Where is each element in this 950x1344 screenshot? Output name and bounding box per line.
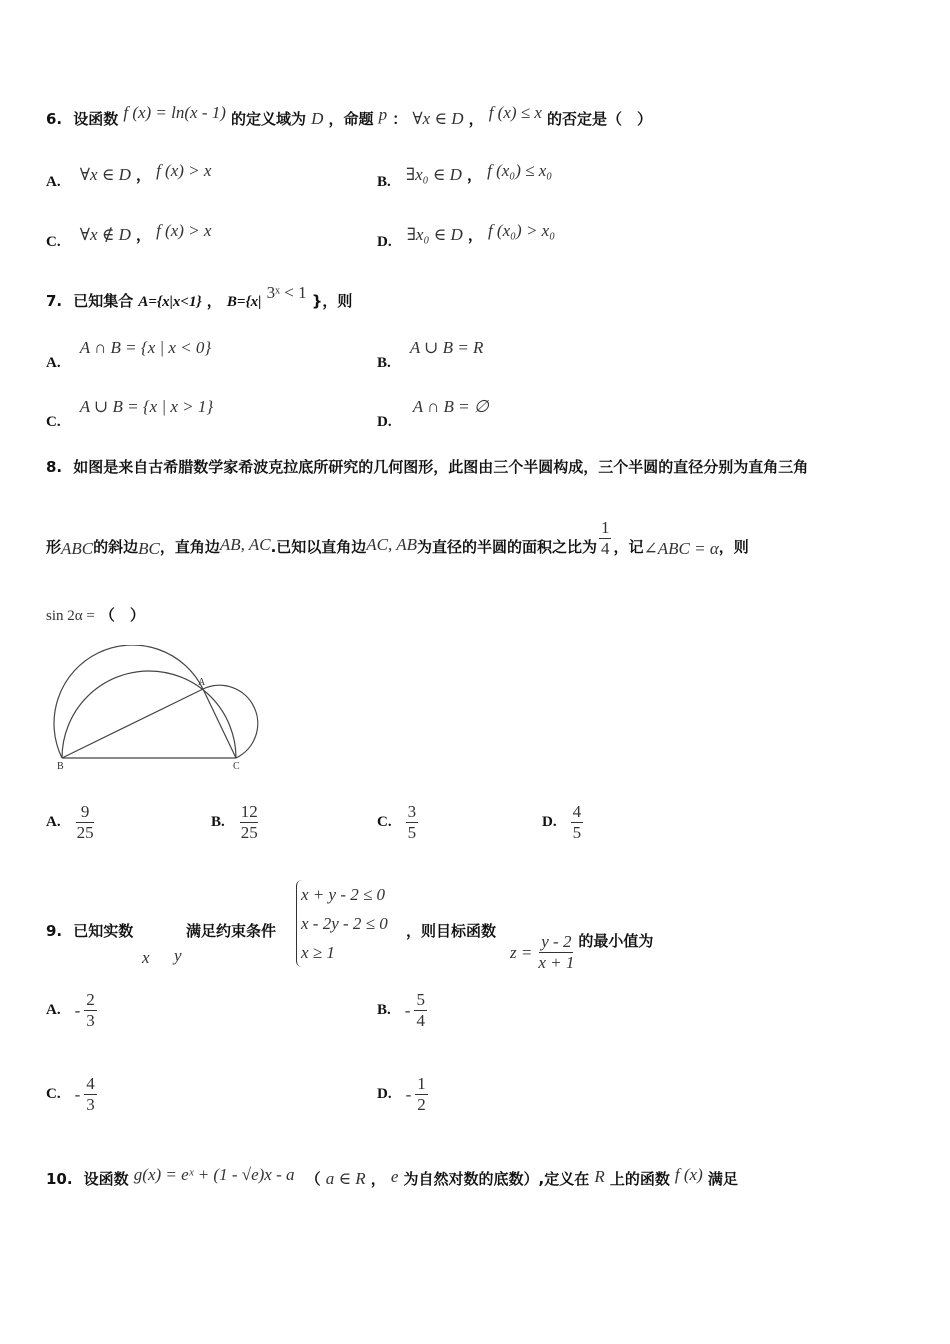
- fraction-numerator: 4: [572, 802, 582, 821]
- vertex-label-b: B: [57, 761, 64, 772]
- q10-text-d: 为自然对数的底数）,定义在: [403, 1170, 590, 1188]
- option-label: D.: [377, 414, 392, 430]
- hippocrates-figure: [50, 645, 270, 780]
- option-sep: ，: [135, 226, 151, 244]
- option-label: B.: [377, 1002, 391, 1018]
- q9-objective: [510, 920, 654, 972]
- fraction-denominator: 2: [417, 1095, 426, 1114]
- q10-text-b: （: [305, 1170, 321, 1188]
- fraction-numerator: 5: [416, 990, 425, 1009]
- question-8-line-2: [46, 518, 749, 559]
- fraction-numerator: 1: [600, 518, 610, 537]
- q7-set-b-open: B={x|: [226, 294, 262, 310]
- q10-e: e: [390, 1167, 399, 1186]
- question-10: [46, 1165, 738, 1189]
- fraction-numerator: 9: [80, 802, 90, 821]
- fraction-denominator: 5: [572, 823, 582, 842]
- q6-option-b[interactable]: [377, 161, 553, 190]
- q7-condition: 3ˣ < 1: [266, 283, 307, 302]
- q10-text-c: ，: [370, 1170, 386, 1188]
- option-part1: ∃x₀ ∈ D: [406, 225, 463, 244]
- q9-z: z =: [510, 942, 533, 962]
- q8-option-d[interactable]: [542, 802, 583, 843]
- option-label: B.: [377, 174, 391, 190]
- fraction-numerator: 12: [240, 802, 258, 821]
- fraction-numerator: 4: [86, 1074, 95, 1093]
- q8-ratio-fraction: [599, 518, 612, 559]
- question-8-line-1: [46, 456, 808, 477]
- q9-option-a[interactable]: [46, 990, 97, 1031]
- option-expr: A ∪ B = R: [409, 338, 484, 357]
- option-label: A.: [46, 1002, 61, 1018]
- option-label: C.: [46, 1086, 61, 1102]
- q10-text-e: 上的函数: [609, 1170, 670, 1188]
- q6-number: 6.: [46, 110, 63, 128]
- q7-text-a: 已知集合: [73, 292, 134, 310]
- q10-g-def: g(x) = eˣ + (1 - √e)x - a: [133, 1165, 295, 1184]
- option-part2: f (x₀) ≤ x₀: [487, 161, 553, 180]
- fraction-numerator: y - 2: [541, 932, 572, 951]
- option-part1: ∀x ∉ D: [79, 225, 131, 244]
- q8-l2-e: 为直径的半圆的面积之比为: [416, 538, 597, 556]
- q9-text-d: 的最小值为: [578, 932, 654, 950]
- fraction-denominator: 3: [86, 1011, 95, 1030]
- option-label: C.: [377, 814, 392, 830]
- fraction-denominator: 4: [416, 1011, 425, 1030]
- option-sign: -: [74, 1084, 81, 1104]
- q6-function-def: f (x) = ln(x - 1): [123, 103, 226, 122]
- q9-constraint-system: [296, 880, 388, 967]
- option-sep: ，: [135, 166, 151, 184]
- q9-var-y: y: [174, 946, 182, 965]
- option-label: A.: [46, 174, 61, 190]
- fraction-denominator: x + 1: [538, 953, 575, 972]
- q8-l2-c: ，直角边: [159, 538, 220, 556]
- q8-l2-b: 的斜边: [93, 538, 139, 556]
- q8-option-a[interactable]: [46, 802, 96, 843]
- q7-number: 7.: [46, 292, 63, 310]
- q8-l2-d: .已知以直角边: [270, 538, 367, 556]
- fraction-denominator: 25: [76, 823, 94, 842]
- q6-inequality: f (x) ≤ x: [488, 103, 542, 122]
- q10-text-f: 满足: [707, 1170, 738, 1188]
- q6-comma: ，: [468, 110, 484, 128]
- option-fraction: [75, 802, 96, 843]
- q6-forall: ∀x ∈ D: [412, 109, 464, 128]
- option-label: B.: [377, 355, 391, 371]
- q9-text-b: 满足约束条件: [186, 922, 277, 940]
- q8-angle: ∠ABC = α: [643, 539, 719, 558]
- q8-sin-expr: sin 2α =: [46, 608, 95, 624]
- fraction-denominator: 4: [600, 539, 610, 558]
- q8-l2-g: ，则: [718, 538, 749, 556]
- q8-hypotenuse: BC: [138, 539, 160, 558]
- q7-option-b[interactable]: [377, 338, 484, 371]
- q6-text-d: ：: [392, 110, 408, 128]
- option-part2: f (x₀) > x₀: [487, 221, 556, 240]
- q9-var-x: x: [142, 948, 150, 967]
- constraint-2: x - 2y - 2 ≤ 0: [301, 914, 388, 933]
- q6-proposition-p: p: [378, 105, 388, 124]
- option-part2: f (x) > x: [156, 161, 212, 180]
- option-sign: -: [404, 1000, 411, 1020]
- fraction-denominator: 25: [240, 823, 258, 842]
- q10-text-a: 设函数: [83, 1170, 129, 1188]
- q6-option-d[interactable]: [377, 221, 556, 250]
- option-part1: ∀x ∈ D: [79, 165, 131, 184]
- vertex-label-a: A: [198, 677, 206, 688]
- q6-text-b: 的定义域为: [231, 110, 307, 128]
- vertex-label-c: C: [233, 761, 240, 772]
- fraction-numerator: 1: [417, 1074, 426, 1093]
- option-label: C.: [46, 234, 61, 250]
- question-6: [46, 103, 653, 129]
- q10-number: 10.: [46, 1170, 73, 1188]
- option-expr: A ∩ B = ∅: [412, 397, 489, 416]
- option-label: C.: [46, 414, 61, 430]
- option-fraction: [84, 1074, 97, 1115]
- q6-option-c[interactable]: [46, 221, 212, 250]
- option-label: A.: [46, 355, 61, 371]
- q8-l2-f: ，记: [613, 538, 644, 556]
- constraint-3: x ≥ 1: [301, 943, 335, 962]
- fraction-numerator: 3: [407, 802, 417, 821]
- q9-objective-fraction: [536, 932, 576, 973]
- q7-option-d[interactable]: [377, 397, 489, 430]
- question-8-line-3: [46, 604, 145, 625]
- q8-l2-a: 形: [46, 538, 62, 556]
- q8-triangle: ABC: [61, 539, 94, 558]
- q9-text-a: 已知实数: [73, 922, 134, 940]
- q6-text-a: 设函数: [73, 110, 119, 128]
- q6-text-e: 的否定是（ ）: [547, 110, 653, 128]
- option-part1: ∃x₀ ∈ D: [405, 165, 462, 184]
- q10-r: R: [594, 1167, 605, 1186]
- question-7: [46, 283, 353, 311]
- q9-text-c: ，则目标函数: [406, 922, 497, 940]
- q7-set-a: A={x|x<1}: [138, 294, 202, 310]
- q8-legs-2: AC, AB: [366, 535, 417, 554]
- option-fraction: [84, 990, 97, 1031]
- option-label: B.: [211, 814, 225, 830]
- q6-text-c: ，命题: [328, 110, 374, 128]
- option-fraction: [414, 990, 427, 1031]
- option-label: A.: [46, 814, 61, 830]
- fraction-denominator: 3: [86, 1095, 95, 1114]
- option-sign: -: [405, 1084, 412, 1104]
- option-sign: -: [74, 1000, 81, 1020]
- q10-a-in-r: a ∈ R: [325, 1169, 366, 1188]
- q7-comma: ，: [206, 292, 222, 310]
- option-fraction: [239, 802, 260, 843]
- option-label: D.: [542, 814, 557, 830]
- q8-line1: 如图是来自古希腊数学家希波克拉底所研究的几何图形，此图由三个半圆构成，三个半圆的直径分别为直角三角: [73, 458, 809, 476]
- q7-option-a[interactable]: [46, 338, 212, 371]
- q9-option-d[interactable]: [377, 1074, 428, 1115]
- q9-option-b[interactable]: [377, 990, 427, 1031]
- option-label: D.: [377, 1086, 392, 1102]
- q8-option-c[interactable]: [377, 802, 418, 843]
- q6-option-a[interactable]: [46, 161, 212, 190]
- semicircle-ab: [54, 645, 203, 758]
- question-9: [46, 920, 133, 941]
- option-sep: ，: [467, 226, 483, 244]
- option-fraction: [571, 802, 584, 843]
- option-fraction: [415, 1074, 428, 1115]
- q8-option-b[interactable]: [211, 802, 260, 843]
- q9-option-c[interactable]: [46, 1074, 97, 1115]
- q7-close: }，则: [311, 292, 353, 310]
- option-sep: ，: [467, 166, 483, 184]
- q10-fx: f (x): [674, 1165, 703, 1184]
- q8-paren: （ ）: [99, 606, 145, 624]
- q7-option-c[interactable]: [46, 397, 214, 430]
- option-expr: A ∪ B = {x | x > 1}: [79, 397, 214, 416]
- fraction-denominator: 5: [407, 823, 417, 842]
- q8-number: 8.: [46, 458, 63, 476]
- q6-domain-D: D: [311, 109, 324, 128]
- option-part2: f (x) > x: [156, 221, 212, 240]
- q8-legs-1: AB, AC: [219, 535, 271, 554]
- option-expr: A ∩ B = {x | x < 0}: [79, 338, 212, 357]
- option-fraction: [406, 802, 419, 843]
- side-ab: [62, 689, 203, 758]
- fraction-numerator: 2: [86, 990, 95, 1009]
- side-ac: [203, 689, 236, 758]
- constraint-1: x + y - 2 ≤ 0: [301, 885, 386, 904]
- option-label: D.: [377, 234, 392, 250]
- q9-number: 9.: [46, 922, 63, 940]
